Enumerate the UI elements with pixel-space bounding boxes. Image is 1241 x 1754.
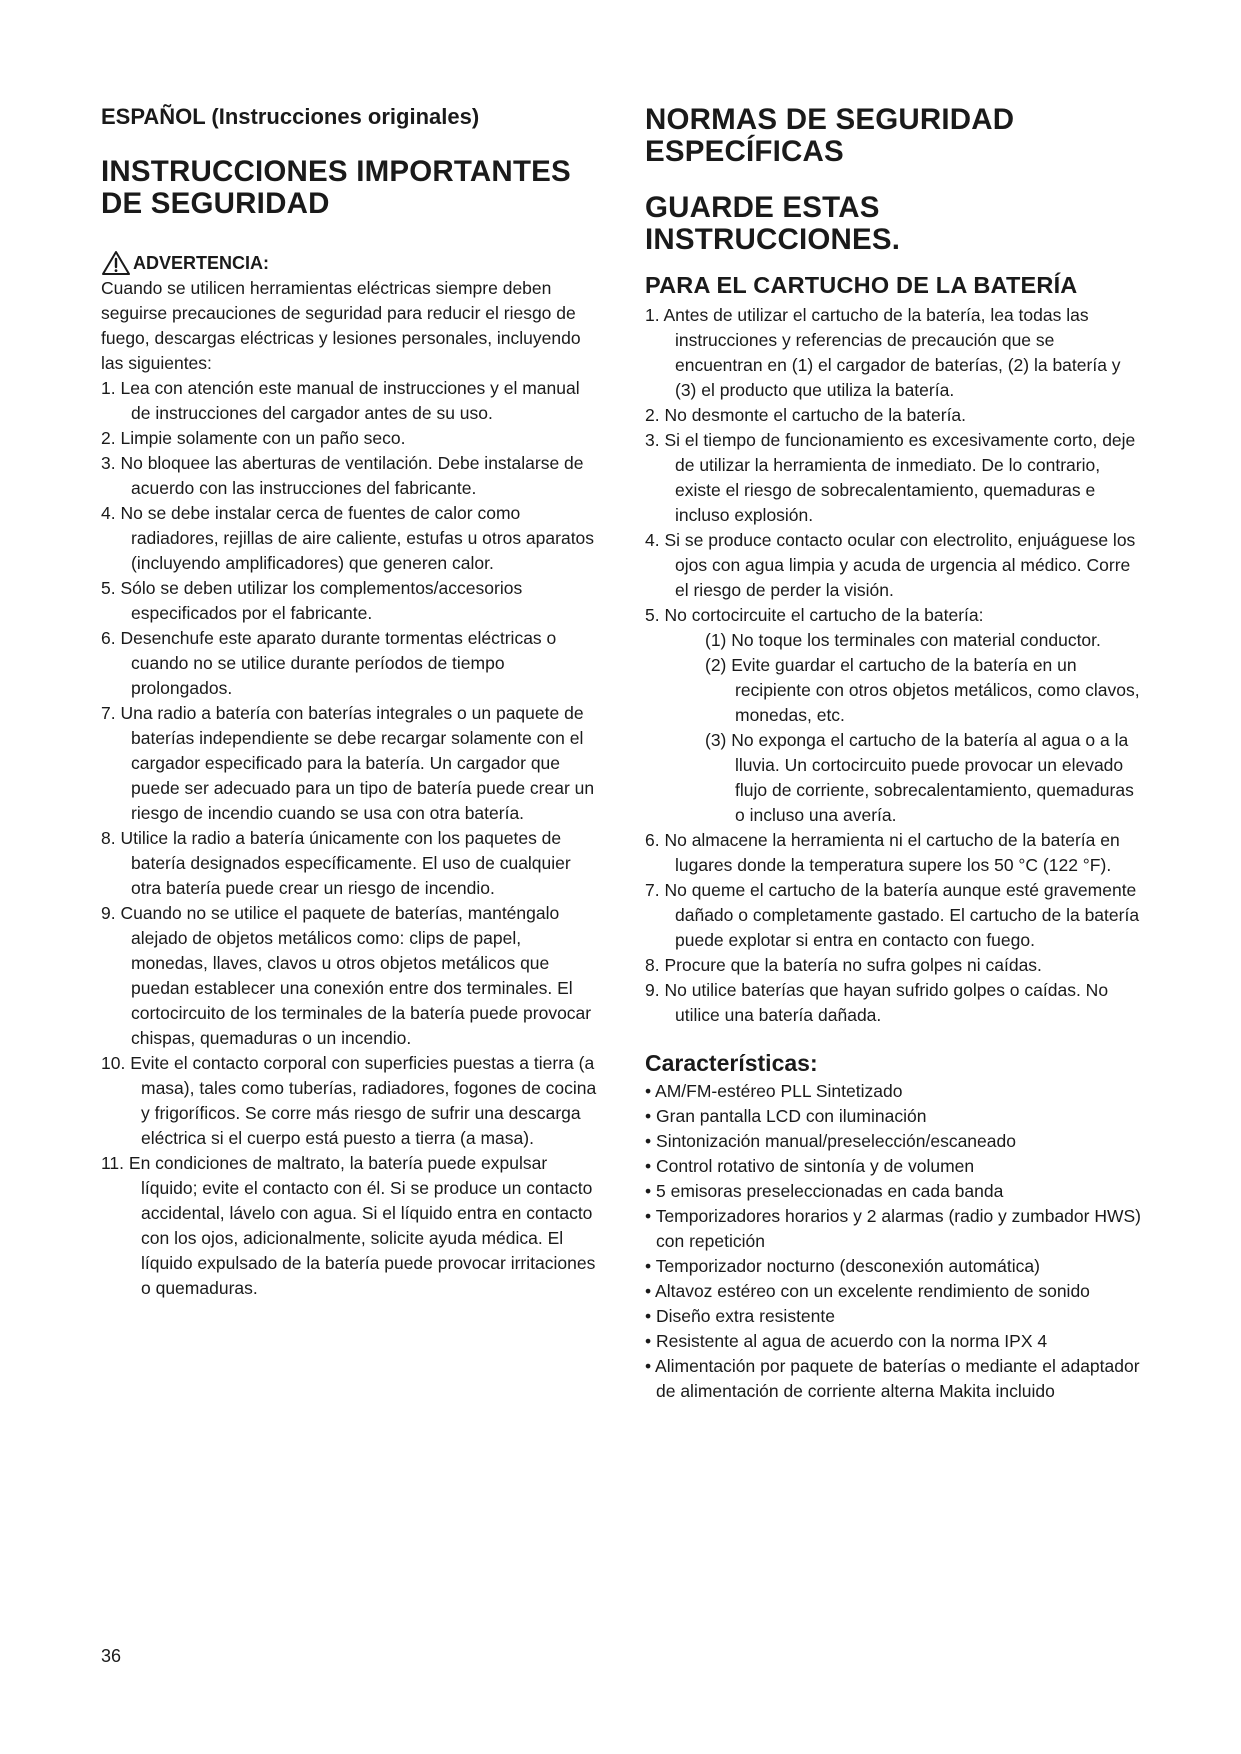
feature-text: Sintonización manual/preselección/escaneado [656,1131,1016,1152]
list-item: 8. Procure que la batería no sufra golpes ni caídas. [645,954,1042,975]
bullet-glyph: • [645,1331,652,1352]
list-item: 10. Evite el contacto corporal con superficies puestas a tierra (a masa), tales como tuberías, radiadores, fogones de cocina y frigoríficos. Se corre más riesgo de sufrir una descarga eléctrica si el cuerpo está puesto a tierra (a masa). [101,1053,597,1149]
feature-text: Gran pantalla LCD con iluminación [656,1106,927,1127]
safety-list [101,376,601,1301]
list-item [645,603,1145,828]
warning-intro: Cuando se utilicen herramientas eléctricas siempre deben seguirse precauciones de seguridad para reducir el riesgo de fuego, descargas eléctricas y lesiones personales, incluyendo las siguientes: [101,278,581,374]
language-header: ESPAÑOL (Instrucciones originales) [101,104,480,129]
sublist-item: (3) No exponga el cartucho de la batería al agua o a la lluvia. Un cortocircuito puede provocar un elevado flujo de corriente, sobrecalentamiento, quemaduras o incluso una avería. [705,729,1134,825]
bullet-glyph: • [645,1306,652,1327]
list-item: 4. No se debe instalar cerca de fuentes de calor como radiadores, rejillas de aire caliente, estufas u otros aparatos (incluyendo amplificadores) que generen calor. [101,503,595,574]
list-item: 7. No queme el cartucho de la batería aunque esté gravemente dañado o completamente gastado. El cartucho de la batería puede explotar si entra en contacto con fuego. [645,879,1140,950]
feature-item [645,1329,1145,1354]
feature-item [645,1204,1145,1254]
battery-heading: PARA EL CARTUCHO DE LA BATERÍA [645,272,1078,299]
feature-item [645,1304,1145,1329]
list-item: 6. Desenchufe este aparato durante tormentas eléctricas o cuando no se utilice durante períodos de tiempo prolongados. [101,628,557,699]
features-list [645,1079,1145,1404]
bullet-glyph: • [645,1106,652,1127]
feature-text: 5 emisoras preseleccionadas en cada banda [656,1181,1004,1202]
list-item: 9. No utilice baterías que hayan sufrido golpes o caídas. No utilice una batería dañada. [645,979,1109,1025]
battery-list [645,303,1145,1028]
title-line: INSTRUCCIONES IMPORTANTES [101,155,571,189]
list-item: 2. No desmonte el cartucho de la batería. [645,404,967,425]
features-heading: Características: [645,1049,818,1076]
sublist-item: (1) No toque los terminales con material conductor. [705,629,1101,650]
feature-item [645,1254,1145,1279]
list-item: 3. Si el tiempo de funcionamiento es excesivamente corto, deje de utilizar la herramienta de inmediato. De lo contrario, existe el riesgo de sobrecalentamiento, quemaduras e incluso explosión. [645,429,1136,525]
right-column [645,104,1145,1404]
list-item: 3. No bloquee las aberturas de ventilación. Debe instalarse de acuerdo con las instrucciones del fabricante. [101,453,584,499]
feature-text: AM/FM-estéreo PLL Sintetizado [655,1081,903,1102]
list-item: 4. Si se produce contacto ocular con electrolito, enjuáguese los ojos con agua limpia y acuda de urgencia al médico. Corre el riesgo de perder la visión. [645,529,1136,600]
feature-text: Control rotativo de sintonía y de volumen [656,1156,975,1177]
list-item: 1. Lea con atención este manual de instrucciones y el manual de instrucciones del cargador antes de su uso. [101,378,580,424]
feature-item [645,1154,1145,1179]
warning-label: ADVERTENCIA: [133,253,270,274]
feature-item [645,1104,1145,1129]
list-item: 6. No almacene la herramienta ni el cartucho de la batería en lugares donde la temperatura supere los 50 °C (122 °F). [645,829,1120,875]
feature-item [645,1129,1145,1154]
bullet-glyph: • [645,1081,652,1102]
list-item: 5. Sólo se deben utilizar los complementos/accesorios especificados por el fabricante. [101,578,523,624]
important-safety-title [101,156,601,220]
bullet-glyph: • [645,1256,652,1277]
bullet-glyph: • [645,1181,652,1202]
bullet-glyph: • [645,1131,652,1152]
title-line: GUARDE ESTAS [645,190,880,224]
list-item: 8. Utilice la radio a batería únicamente con los paquetes de batería designados específicamente. El uso de cualquier otra batería puede crear un riesgo de incendio. [101,828,571,899]
title-line: NORMAS DE SEGURIDAD [645,103,1015,136]
sublist-item: (2) Evite guardar el cartucho de la batería en un recipiente con otros objetos metálicos, como clavos, monedas, etc. [705,654,1140,725]
feature-item [645,1079,1145,1104]
bullet-glyph: • [645,1281,652,1302]
bullet-glyph: • [645,1206,652,1227]
list-item: 7. Una radio a batería con baterías integrales o un paquete de baterías independiente se debe recargar solamente con el cargador especificado para la batería. Un cargador que puede ser adecuado para un tipo de batería puede crear un riesgo de incendio cuando se usa con otra batería. [101,703,595,824]
feature-text: Alimentación por paquete de baterías o mediante el adaptador de alimentación de corriente alterna Makita incluido [655,1356,1140,1402]
feature-text: Diseño extra resistente [656,1306,835,1327]
title-line: DE SEGURIDAD [101,187,330,221]
feature-item [645,1279,1145,1304]
save-instructions-title [645,192,1145,256]
list-item: 2. Limpie solamente con un paño seco. [101,428,406,449]
page-number: 36 [101,1646,122,1666]
feature-text: Temporizador nocturno (desconexión automática) [655,1256,1040,1277]
left-column [101,104,601,1301]
title-line: INSTRUCCIONES. [645,222,901,256]
feature-item [645,1179,1145,1204]
list-item: 1. Antes de utilizar el cartucho de la batería, lea todas las instrucciones y referencias de precaución que se encuentran en (1) el cargador de baterías, (2) la batería y (3) el producto que utiliza la batería. [645,304,1121,400]
list-item: 11. En condiciones de maltrato, la batería puede expulsar líquido; evite el contacto con él. Si se produce un contacto accidental, lávelo con agua. Si el líquido entra en contacto con los ojos, adicionalmente, solicite ayuda médica. El líquido expulsado de la batería puede provocar irritaciones o quemaduras. [101,1153,596,1299]
feature-item [645,1354,1145,1404]
warning-header [101,250,601,276]
bullet-glyph: • [645,1356,652,1377]
feature-text: Altavoz estéreo con un excelente rendimiento de sonido [655,1281,1090,1302]
short-circuit-sublist [675,628,1145,828]
specific-rules-title [645,104,1145,168]
title-line: ESPECÍFICAS [645,134,844,168]
list-item: 9. Cuando no se utilice el paquete de baterías, manténgalo alejado de objetos metálicos como: clips de papel, monedas, llaves, clavos u otros objetos metálicos que puedan establecer una conexión entre dos terminales. El cortocircuito de los terminales de la batería puede provocar chispas, quemaduras o un incendio. [101,903,592,1049]
bullet-glyph: • [645,1156,652,1177]
list-item-text: 5. No cortocircuite el cartucho de la batería: [645,604,984,625]
warning-triangle-icon [101,250,131,276]
feature-text: Resistente al agua de acuerdo con la norma IPX 4 [656,1331,1048,1352]
feature-text: Temporizadores horarios y 2 alarmas (radio y zumbador HWS) con repetición [655,1206,1141,1252]
